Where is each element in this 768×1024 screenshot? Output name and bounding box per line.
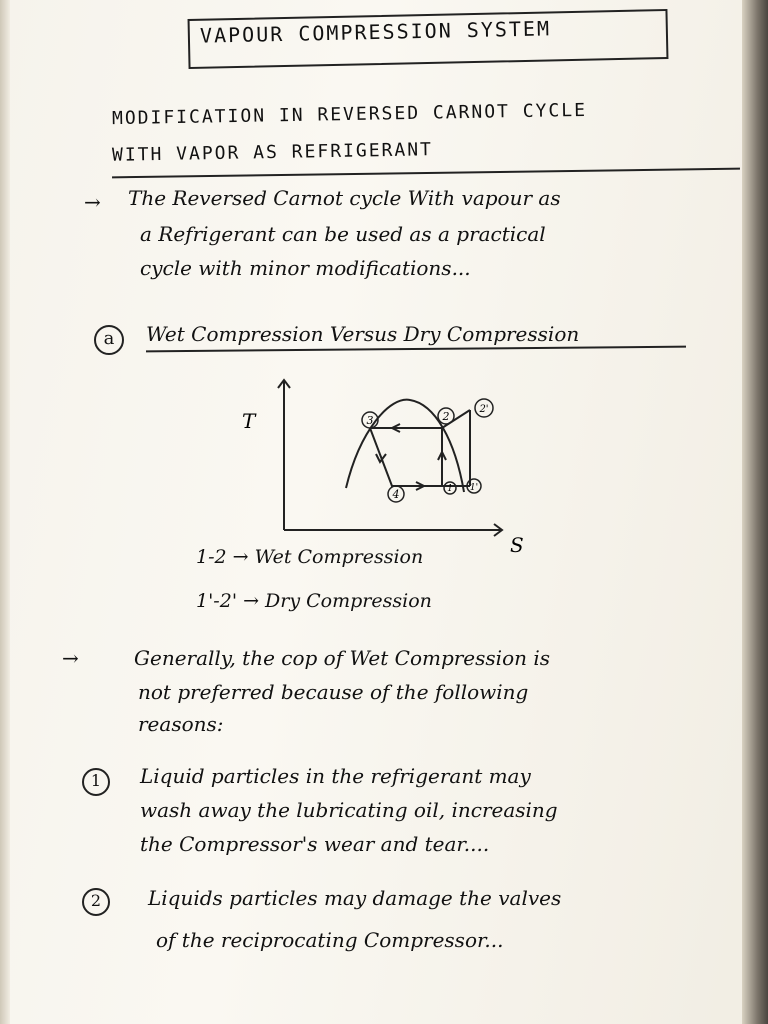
page-title: VAPOUR COMPRESSION SYSTEM [199,16,552,48]
reason-1-marker-label: 1 [90,771,102,790]
point-1-label: 1 [447,484,453,494]
reason-1-line-3: the Compressor's wear and tear.... [140,832,490,856]
reason-1-line-1: Liquid particles in the refrigerant may [140,764,531,788]
page-right-edge [742,0,768,1024]
cycle-path [370,428,442,486]
section-a-marker [94,325,124,355]
reason-2-line-2: of the reciprocating Compressor... [156,928,504,952]
generally-line-1: Generally, the cop of Wet Compression is [134,646,551,670]
section-a-underline [146,346,686,353]
x-axis-label: S [510,533,524,557]
reason-2-line-1: Liquids particles may damage the valves [148,886,562,910]
intro-line-1: The Reversed Carnot cycle With vapour as [128,186,561,210]
y-axis-label: T [242,409,256,433]
intro-arrow: → [84,190,101,214]
heading-line-1: MODIFICATION IN REVERSED CARNOT CYCLE [111,99,588,130]
reason-2-marker-label: 2 [90,891,102,910]
legend-wet-compression: 1-2 → Wet Compression [196,546,424,568]
point-1prime-label: 1' [469,483,479,493]
ts-diagram [242,370,524,557]
point-2-label: 2 [442,410,450,423]
generally-line-2: not preferred because of the following [138,680,529,704]
legend-dry-compression: 1'-2' → Dry Compression [196,590,432,612]
generally-arrow: → [62,646,79,670]
intro-line-3: cycle with minor modifications... [140,256,471,280]
point-4-label: 4 [392,488,400,501]
point-3-label: 3 [366,414,374,427]
section-a-marker-label: a [103,328,115,349]
reason-1-line-2: wash away the lubricating oil, increasing [140,798,558,822]
heading-underline [112,168,740,179]
reason-2-marker [82,888,110,916]
reason-1-marker [82,768,110,796]
page-left-edge [0,0,10,1024]
heading-line-2: WITH VAPOR AS REFRIGERANT [111,139,434,166]
section-a-title: Wet Compression Versus Dry Compression [146,322,580,346]
generally-line-3: reasons: [138,712,224,736]
intro-line-2: a Refrigerant can be used as a practical [140,222,546,246]
point-2prime-label: 2' [479,404,489,415]
